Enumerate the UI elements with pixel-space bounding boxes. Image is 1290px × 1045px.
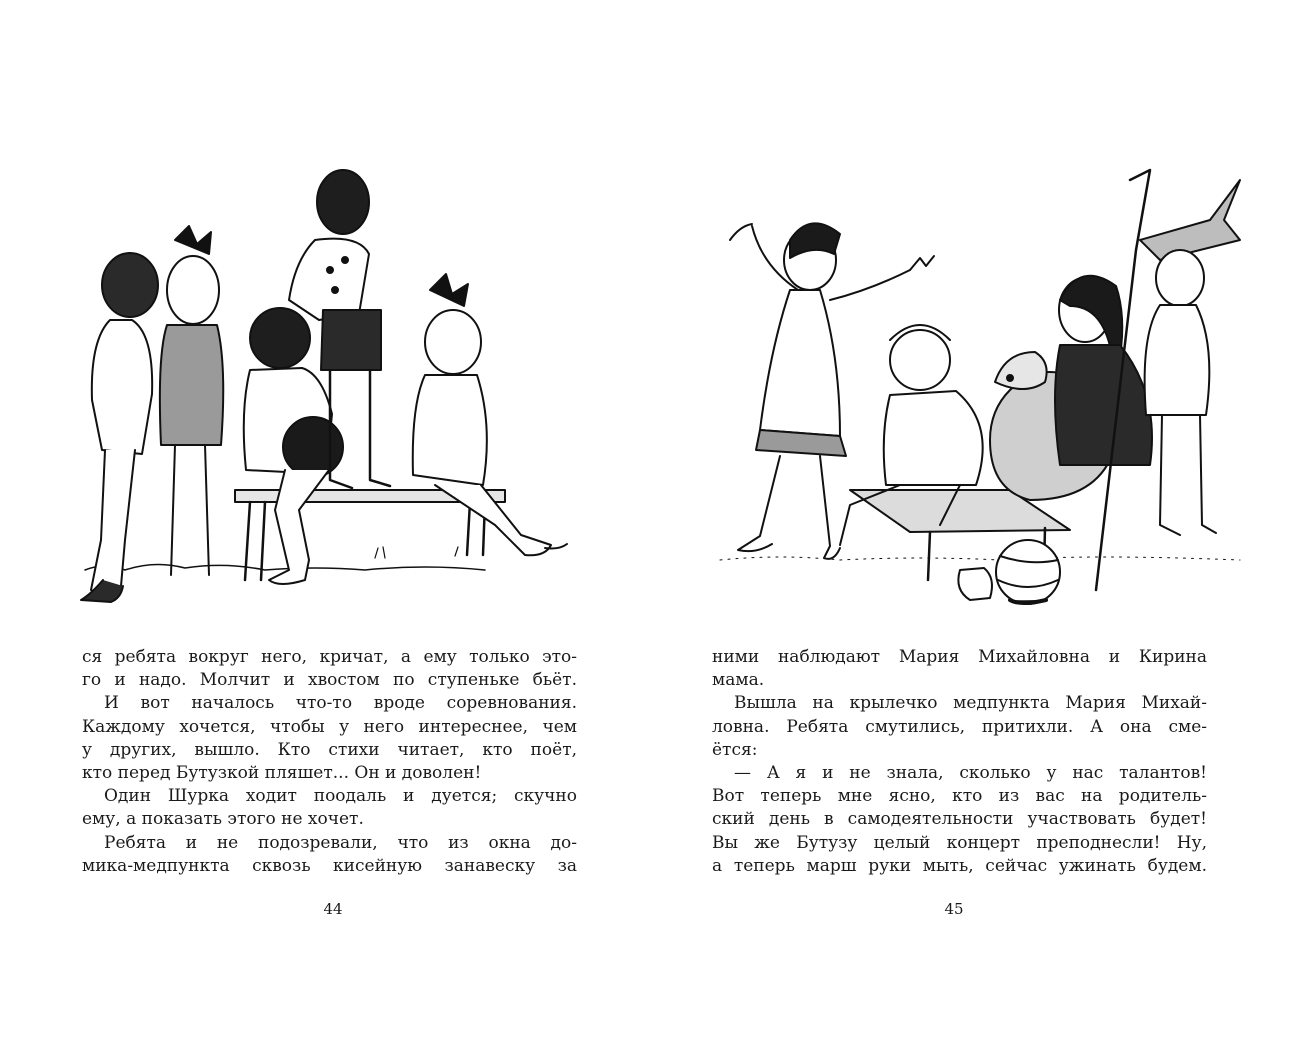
text-line: Один Шурка ходит поодаль и дуется; скучно xyxy=(104,786,577,807)
children-on-bench-illustration-icon xyxy=(75,160,585,620)
text-line: мама. xyxy=(712,670,765,691)
text-line: ему, а показать этого не хочет. xyxy=(82,809,364,830)
page-number: 44 xyxy=(323,900,343,918)
text-line: ними наблюдают Мария Михайловна и Кирина xyxy=(712,647,1207,667)
text-line: мика-медпункта сквозь кисейную занавеску за xyxy=(82,855,577,876)
text-line: Вот теперь мне ясно, кто из вас на родитель- xyxy=(712,786,1207,807)
text-line: ся ребята вокруг него, кричат, а ему только это- xyxy=(82,647,577,667)
text-line: Вышла на крылечко медпункта Мария Михай- xyxy=(734,693,1207,714)
right-page xyxy=(645,0,1290,1045)
text-line: кто перед Бутузкой пляшет... Он и доволен! xyxy=(82,762,482,783)
text-line: Ребята и не подозревали, что из окна до- xyxy=(104,832,577,853)
text-line: ский день в самодеятельности участвовать будет! xyxy=(712,809,1207,830)
text-line: ётся: xyxy=(712,739,758,760)
text-line: у других, вышло. Кто стихи читает, кто поёт, xyxy=(82,739,577,760)
text-line: го и надо. Молчит и хвостом по ступеньке бьёт. xyxy=(82,670,577,691)
text-line: Вы же Бутузу целый концерт преподнесли! Ну, xyxy=(712,832,1207,853)
text-line: — А я и не знала, сколько у нас талантов! xyxy=(734,762,1207,783)
text-line: а теперь марш руки мыть, сейчас ужинать будем. xyxy=(712,855,1207,876)
right-page-text xyxy=(712,646,1207,878)
text-line: И вот началось что-то вроде соревнования. xyxy=(104,693,577,714)
text-line: Каждому хочется, чтобы у него интереснее, чем xyxy=(82,716,577,737)
children-with-dog-illustration-icon xyxy=(710,160,1255,610)
left-page-text xyxy=(82,646,577,878)
text-line: ловна. Ребята смутились, притихли. А она сме- xyxy=(712,716,1207,737)
page-number: 45 xyxy=(944,900,964,918)
